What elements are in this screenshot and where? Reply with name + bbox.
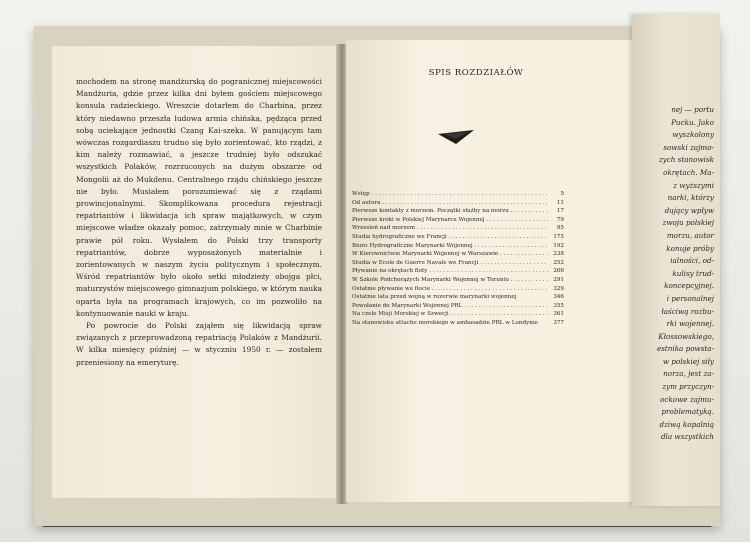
flap-text-line: kulisy trud-	[672, 268, 714, 278]
toc-page-number: 17	[556, 208, 564, 215]
flap-text-line: narki, którzy	[667, 193, 714, 203]
toc-page-number: 192	[553, 242, 564, 249]
toc-label: Pierwsze kroki w Polskiej Marynarce Wojennej . . .	[352, 216, 548, 225]
flap-text-line: nej — portu	[671, 105, 714, 114]
toc-title: SPIS ROZDZIAŁÓW	[428, 68, 524, 78]
toc-entry	[352, 285, 564, 294]
toc-page-number: 329	[553, 285, 564, 292]
flap-text-line: wyszkolony	[672, 130, 714, 140]
left-page-text	[76, 76, 322, 369]
toc-label: Na czele Misji Morskiej w Szwecji . . .	[352, 310, 548, 319]
toc-entry	[352, 190, 564, 199]
toc-entry	[352, 250, 564, 259]
flap-text-line: konuje próby	[666, 243, 714, 253]
toc-page-number: 79	[556, 216, 564, 223]
flap-text-line: dziwą kopalnią	[659, 419, 714, 429]
flap-text-line: dujący wpływ	[664, 205, 714, 215]
toc-label: Pływanie na okrętach floty . . .	[352, 267, 548, 276]
table-of-contents	[352, 190, 564, 328]
flap-text-line: zym przyczyn-	[662, 382, 714, 392]
toc-entry	[352, 207, 564, 216]
flap-text-line: łaściwą rozbu-	[661, 306, 714, 316]
toc-label: Pierwsze kontakty z morzem. Początki służby na morzu . . .	[352, 207, 548, 216]
flap-text-line: zwoju polskiej	[662, 218, 714, 228]
toc-page-number: 266	[553, 268, 564, 275]
flap-text-line: z wyższymi	[673, 180, 714, 190]
toc-entry	[352, 310, 564, 319]
flap-text-line: w polskiej siły	[662, 356, 714, 366]
toc-page-number: 291	[553, 276, 564, 283]
toc-page-number: 361	[553, 311, 564, 318]
toc-entry	[352, 233, 564, 242]
flap-text-line: rki wojennej.	[666, 319, 714, 329]
toc-page-number: 377	[553, 319, 564, 326]
flap-text-line: ialności, od-	[670, 256, 714, 266]
toc-page-number: 238	[553, 251, 564, 258]
toc-label: Ostatnie pływanie we flocie . . .	[352, 285, 548, 294]
toc-label: Ostatnie lata przed wojną w rezerwie marynarki wojennej	[352, 294, 517, 301]
toc-entry	[352, 199, 564, 208]
flap-text-line: estnika powsta-	[656, 344, 714, 354]
flap-text-line: zych stanowisk	[658, 155, 714, 165]
toc-page-number: 355	[553, 302, 564, 309]
flap-text-line: dla wszystkich	[660, 432, 714, 442]
flap-text-line: norza, jest za-	[663, 369, 714, 379]
toc-label: W Kierownictwie Marynarki Wojennej w Warszawie . . .	[352, 250, 548, 259]
ornament-icon	[438, 130, 474, 144]
toc-label: Biuro Hydrograficzne Marynarki Wojennej . . .	[352, 242, 548, 251]
toc-entry	[352, 319, 564, 328]
flap-text-line: problematyką.	[661, 407, 714, 417]
flap-text-line: Kłossowskiego,	[658, 331, 714, 341]
toc-page-number: 95	[556, 225, 564, 232]
toc-entry	[352, 276, 564, 285]
toc-entry	[352, 224, 564, 233]
toc-entry	[352, 259, 564, 268]
flap-text-line: Pucku. Jako	[671, 117, 714, 127]
toc-label: Studia w Ecole de Guerre Navale we Francji . . .	[352, 259, 548, 268]
toc-entry	[352, 293, 564, 302]
toc-page-number: 5	[560, 191, 564, 197]
dust-jacket-flap	[632, 14, 720, 506]
flap-text-line: morzu, autor	[666, 230, 714, 240]
paragraph: mochodem na stronę mandżurską do pogranicznej miejscowości Mandżuria, gdzie przez kilka dni byłem gościem miejscowego konsula radzieckiego. Wreszcie dotarłem do Charbina, przez który niedawno przeszła ludowa armia chińska, pędząca przed sobą uciekające jednostki Czang Kai-szeka. W panującym tam wówczas rozgardiaszu trudno się było zorientować, kto rządzi, z kim należy rozmawiać, a jeszcze trudniej było odszukać wszystkich Polaków, rozrzuconych na dużym obszarze od Mongolii aż do Mukdenu. Centralnego rządu chińskiego jeszcze nie było. Musiałem porozumiewać się z rządami prowincjonalnymi. Skomplikowana procedura rejestracji repatriantów i likwidacja ich spraw majątkowych, w czym miejscowe władze okazały pomoc, zatrzymały mnie w Charbinie prawie pół roku. Wysłałem do Polski trzy transporty repatriantów, dobrze wyposażonych materialnie i zorientowanych w naszym życiu politycznym i społecznym. Wśród repatriantów było około setki młodzieży obojga płci, maturzystów miejscowego gimnazjum polskiego, w którym nauka oparta była na programach krajowych, co im pozwoliło na kontynuowanie nauki w kraju.	[76, 77, 322, 318]
toc-page-number: 346	[553, 294, 564, 301]
flap-text-line: okrętach. Ma-	[663, 167, 714, 177]
toc-entry	[352, 216, 564, 225]
flap-text-line: koncepcyjnej.	[664, 281, 714, 291]
toc-entry	[352, 267, 564, 276]
toc-label: Wrzesień nad morzem . . .	[352, 224, 548, 233]
toc-label: Studia hydrograficzne we Francji . . .	[352, 233, 548, 242]
flap-text-line: sowski zajmo-	[663, 142, 714, 152]
paragraph: Po powrocie do Polski zająłem się likwidacją spraw związanych z przeprowadzoną repatriacją Polaków z Mandżurii. W kilka miesięcy później — w styczniu 1950 r. — zostałem przeniesiony na emeryturę.	[76, 321, 322, 367]
flap-text-line: i personalnej	[666, 293, 714, 303]
right-page	[346, 40, 636, 502]
toc-label: Wstęp . . .	[352, 190, 548, 199]
flap-text-line: ockowe zajmu-	[660, 394, 714, 404]
toc-label: Powołanie do Marynarki Wojennej PRL . . .	[352, 302, 548, 311]
toc-label: Od autora . . .	[352, 199, 548, 208]
toc-label: Na stanowisku attache morskiego w ambasadzie PRL w Londynie	[352, 319, 538, 326]
toc-label: W Szkole Podchorążych Marynarki Wojennej w Toruniu . . .	[352, 276, 548, 285]
toc-entry	[352, 302, 564, 311]
toc-page-number: 252	[553, 259, 564, 266]
flap-text	[638, 104, 714, 444]
toc-entry	[352, 242, 564, 251]
left-page	[52, 46, 338, 498]
toc-page-number: 175	[553, 233, 564, 240]
toc-page-number: 11	[556, 199, 564, 206]
